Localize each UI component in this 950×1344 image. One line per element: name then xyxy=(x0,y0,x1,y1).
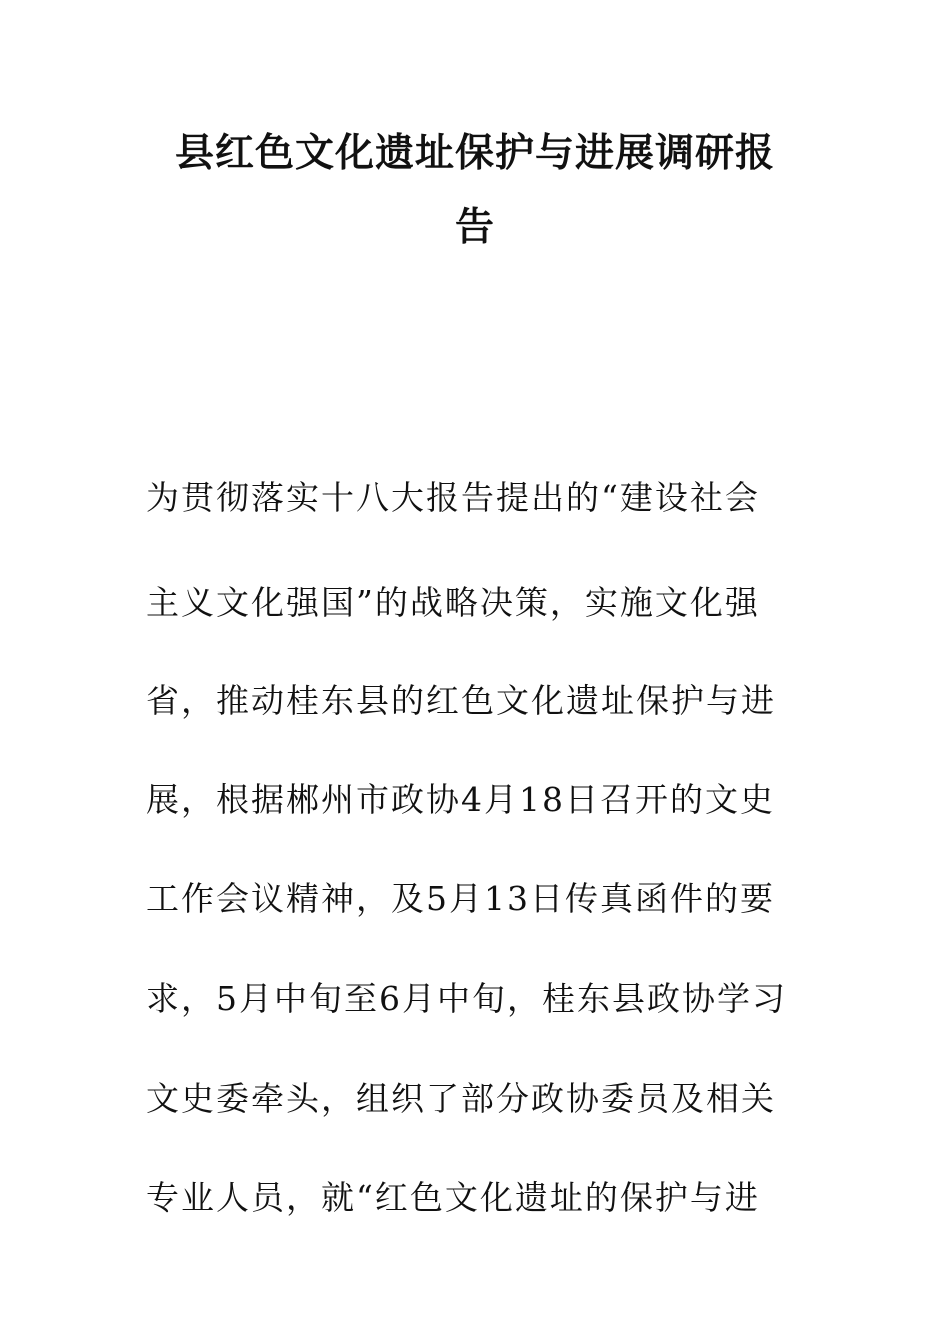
paragraph-line-8: 专业人员，就“红色文化遗址的保护与进 xyxy=(146,1178,760,1217)
document-title-line-1: 县红色文化遗址保护与进展调研报 xyxy=(174,130,775,176)
paragraph-line-4: 展，根据郴州市政协4月18日召开的文史 xyxy=(146,780,775,819)
paragraph-line-2: 主义文化强国”的战略决策，实施文化强 xyxy=(146,583,760,622)
document-title-line-2: 告 xyxy=(454,204,495,250)
paragraph-line-5: 工作会议精神，及5月13日传真函件的要 xyxy=(146,879,775,918)
paragraph-line-1: 为贯彻落实十八大报告提出的“建设社会 xyxy=(146,478,760,517)
paragraph-line-6: 求，5月中旬至6月中旬，桂东县政协学习 xyxy=(146,979,787,1018)
paragraph-line-7: 文史委牵头，组织了部分政协委员及相关 xyxy=(146,1079,776,1118)
paragraph-line-3: 省，推动桂东县的红色文化遗址保护与进 xyxy=(146,681,776,720)
